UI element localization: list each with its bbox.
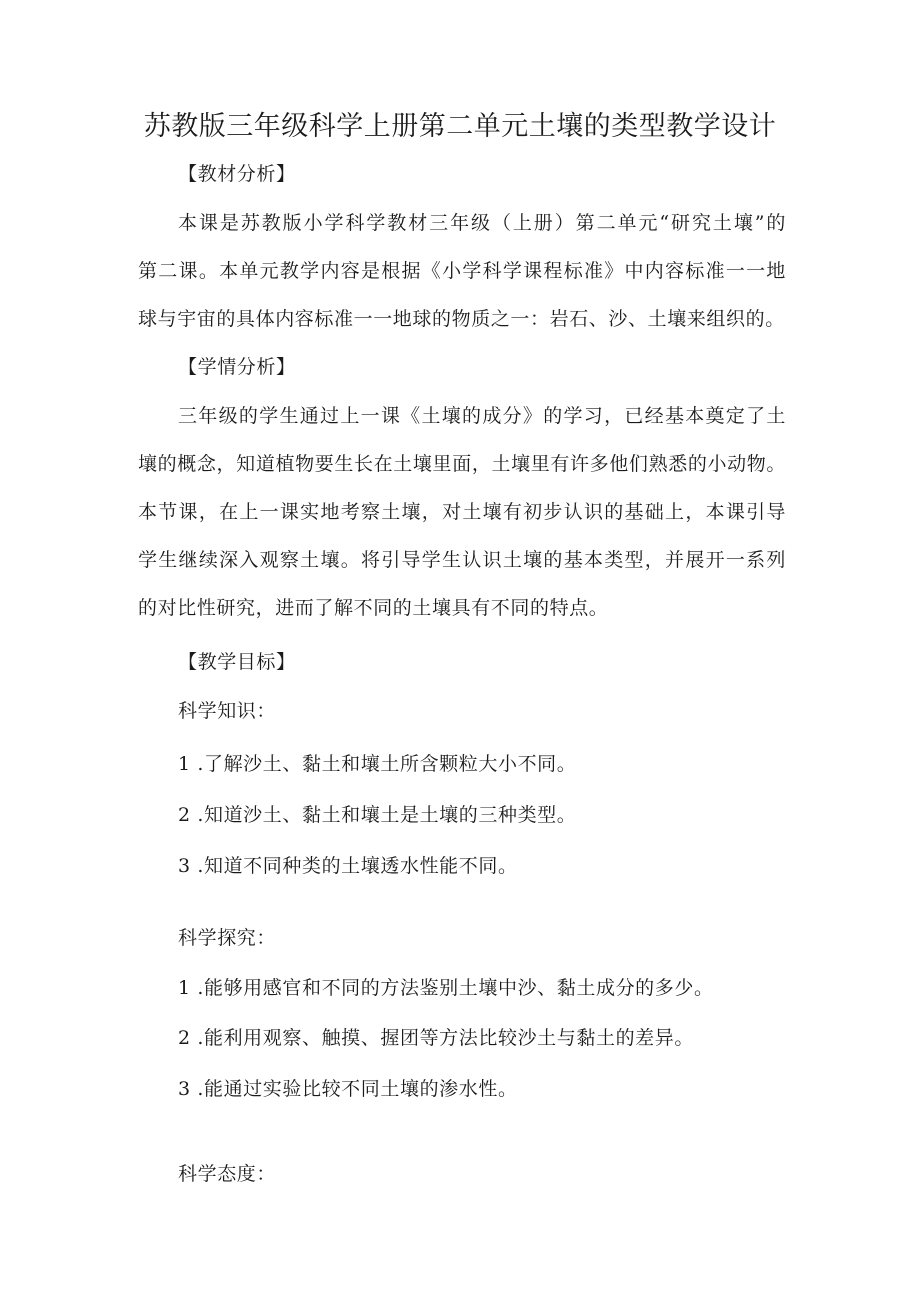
section-heading-students: 【学情分析】: [178, 356, 296, 378]
knowledge-item: 3 .知道不同种类的土壤透水性能不同。: [178, 855, 518, 877]
paragraph-line: 的对比性研究，进而了解不同的土壤具有不同的特点。: [138, 597, 609, 619]
inquiry-item: 3 .能通过实验比较不同土壤的渗水性。: [178, 1078, 518, 1100]
knowledge-item: 2 .知道沙土、黏土和壤土是土壤的三种类型。: [178, 804, 577, 826]
paragraph-line: 本课是苏教版小学科学教材三年级（上册）第二单元“研究土壤”的: [178, 212, 786, 234]
paragraph-line: 学生继续深入观察土壤。将引导学生认识土壤的基本类型，并展开一系列: [138, 549, 786, 571]
attitude-heading: 科学态度：: [178, 1163, 277, 1185]
paragraph-line: 本节课，在上一课实地考察土壤，对土壤有初步认识的基础上，本课引导: [138, 501, 786, 523]
paragraph-students: [138, 392, 786, 632]
paragraph-line: 第二课。本单元教学内容是根据《小学科学课程标准》中内容标准一一地: [138, 260, 786, 282]
document-title: 苏教版三年级科学上册第二单元土壤的类型教学设计: [143, 111, 777, 142]
knowledge-item: 1 .了解沙土、黏土和壤土所含颗粒大小不同。: [178, 753, 577, 775]
paragraph-line: 三年级的学生通过上一课《土壤的成分》的学习，已经基本奠定了土: [178, 405, 786, 427]
section-heading-material: 【教材分析】: [178, 163, 296, 185]
inquiry-item: 2 .能利用观察、触摸、握团等方法比较沙土与黏土的差异。: [178, 1027, 694, 1049]
section-heading-goals: 【教学目标】: [178, 651, 296, 673]
paragraph-line: 球与宇宙的具体内容标准一一地球的物质之一：岩石、沙、土壤来组织的。: [138, 308, 785, 330]
paragraph-material: [138, 199, 786, 343]
paragraph-line: 壤的概念，知道植物要生长在土壤里面，土壤里有许多他们熟悉的小动物。: [138, 453, 786, 475]
inquiry-heading: 科学探究：: [178, 927, 277, 949]
knowledge-heading: 科学知识：: [178, 700, 277, 722]
inquiry-item: 1 .能够用感官和不同的方法鉴别土壤中沙、黏土成分的多少。: [178, 977, 714, 999]
